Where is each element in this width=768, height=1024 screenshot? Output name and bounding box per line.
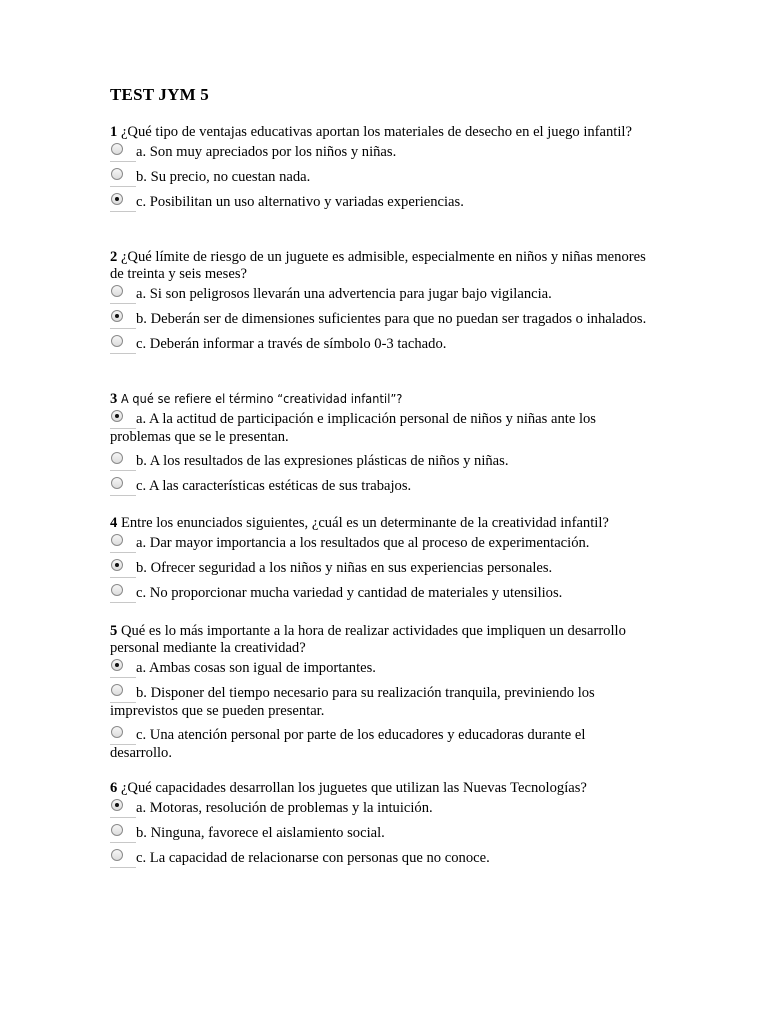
option-a[interactable] [110,285,650,304]
option-c[interactable] [110,477,650,496]
option-label: a. Si son peligrosos llevarán una advertencia para jugar bajo vigilancia. [136,286,552,302]
radio-button-icon[interactable] [111,477,123,489]
radio-button-checked-icon[interactable] [111,310,123,322]
question-text: A qué se refiere el término “creatividad infantil”? [120,391,403,406]
option-label: c. La capacidad de relacionarse con personas que no conoce. [136,850,490,866]
radio-button-icon[interactable] [111,849,123,861]
option-label: b. Deberán ser de dimensiones suficientes para que no puedan ser tragados o inhalados. [136,311,647,327]
radio-button-icon[interactable] [111,285,123,297]
option-c[interactable] [110,584,650,603]
question-stem [110,390,650,408]
option-c[interactable] [110,193,650,212]
question-text: ¿Qué tipo de ventajas educativas aportan los materiales de desecho en el juego infantil? [120,124,632,140]
question-4 [110,515,650,609]
option-label: a. Son muy apreciados por los niños y niñas. [136,144,397,160]
option-label: b. Ofrecer seguridad a los niños y niñas en sus experiencias personales. [136,560,553,576]
option-label: b. A los resultados de las expresiones plásticas de niños y niñas. [136,453,509,469]
option-label: c. No proporcionar mucha variedad y cantidad de materiales y utensilios. [136,585,563,601]
question-stem [110,515,650,532]
option-label: c. Posibilitan un uso alternativo y variadas experiencias. [136,194,464,210]
radio-button-icon[interactable] [111,534,123,546]
question-stem [110,124,650,141]
question-number: 5 [110,623,118,639]
question-1 [110,124,650,218]
question-text: Entre los enunciados siguientes, ¿cuál es un determinante de la creatividad infantil? [120,515,609,531]
radio-button-checked-icon[interactable] [111,410,123,422]
option-a[interactable] [110,143,650,162]
radio-button-icon[interactable] [111,168,123,180]
radio-button-checked-icon[interactable] [111,799,123,811]
question-text: ¿Qué capacidades desarrollan los juguetes que utilizan las Nuevas Tecnologías? [120,780,587,796]
option-label: c. Deberán informar a través de símbolo 0-3 tachado. [136,336,447,352]
radio-button-icon[interactable] [111,824,123,836]
question-5 [110,623,650,768]
question-number: 1 [110,124,118,140]
option-label: b. Disponer del tiempo necesario para su realización tranquila, previniendo los imprevistos que se pueden presentar. [110,685,595,719]
question-3 [110,390,650,502]
question-number: 6 [110,780,118,796]
page-title: TEST JYM 5 [110,85,209,104]
option-b[interactable] [110,824,650,843]
option-c[interactable] [110,726,650,762]
option-label: b. Su precio, no cuestan nada. [136,169,311,185]
option-label: a. Ambas cosas son igual de importantes. [136,660,376,676]
question-number: 4 [110,515,118,531]
option-label: c. Una atención personal por parte de los educadores y educadoras durante el desarrollo. [110,727,586,761]
option-label: a. Motoras, resolución de problemas y la intuición. [136,800,433,816]
radio-button-icon[interactable] [111,584,123,596]
question-number: 3 [110,391,118,407]
option-b[interactable] [110,168,650,187]
question-number: 2 [110,249,118,265]
question-2 [110,249,650,360]
option-label: c. A las características estéticas de sus trabajos. [136,478,412,494]
radio-button-checked-icon[interactable] [111,659,123,671]
question-6 [110,780,650,874]
option-label: a. Dar mayor importancia a los resultados que al proceso de experimentación. [136,535,590,551]
radio-button-icon[interactable] [111,335,123,347]
radio-button-icon[interactable] [111,143,123,155]
option-b[interactable] [110,684,650,720]
radio-button-checked-icon[interactable] [111,193,123,205]
option-label: b. Ninguna, favorece el aislamiento social. [136,825,385,841]
option-b[interactable] [110,559,650,578]
option-a[interactable] [110,534,650,553]
question-text: Qué es lo más importante a la hora de realizar actividades que impliquen un desarrollo personal mediante la creatividad? [110,623,626,656]
option-a[interactable] [110,410,650,446]
question-stem [110,780,650,797]
question-text: ¿Qué límite de riesgo de un juguete es admisible, especialmente en niños y niñas menores de treinta y seis meses? [110,249,646,282]
option-c[interactable] [110,849,650,868]
question-stem [110,623,650,657]
question-stem [110,249,650,283]
option-label: a. A la actitud de participación e implicación personal de niños y niñas ante los problemas que se le presentan. [110,411,596,445]
option-c[interactable] [110,335,650,354]
option-b[interactable] [110,452,650,471]
radio-button-icon[interactable] [111,684,123,696]
radio-button-checked-icon[interactable] [111,559,123,571]
option-b[interactable] [110,310,650,329]
option-a[interactable] [110,659,650,678]
option-a[interactable] [110,799,650,818]
radio-button-icon[interactable] [111,726,123,738]
radio-button-icon[interactable] [111,452,123,464]
